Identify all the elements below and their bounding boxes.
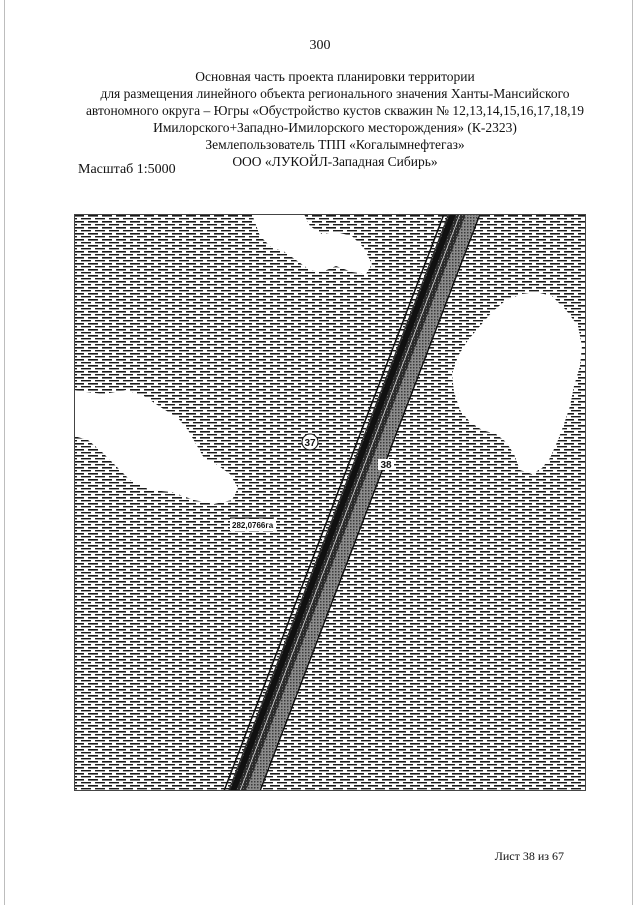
sheet-label: Лист: [494, 849, 520, 863]
sheet-number: 38: [522, 849, 535, 863]
sheet-counter: [495, 849, 564, 864]
parcel-38-label: 38: [380, 460, 392, 471]
title-line-5: Землепользователь ТПП «Когалымнефтегаз»: [205, 137, 465, 152]
title-line-6: ООО «ЛУКОЙЛ-Западная Сибирь»: [232, 154, 438, 169]
title-line-2: для размещения линейного объекта регионального значения Ханты-Мансийского: [100, 86, 570, 101]
title-block: [60, 68, 610, 170]
page-number: 300: [309, 38, 331, 53]
left-scan-edge: [4, 0, 5, 905]
right-scan-edge: [632, 0, 633, 905]
map-frame: [74, 214, 586, 791]
sheet-of: из: [537, 849, 549, 863]
area-label: 282,0766га: [232, 521, 274, 530]
map-canvas: [74, 214, 586, 791]
title-line-4: Имилорского+Западно-Имилорского месторождения» (К-2323): [153, 120, 517, 135]
parcel-37-label: 37: [304, 438, 316, 449]
title-line-3: автономного округа – Югры «Обустройство кустов скважин № 12,13,14,15,16,17,18,19: [85, 103, 585, 118]
title-line-1: Основная часть проекта планировки территории: [195, 69, 475, 84]
scale-label: Масштаб 1:5000: [78, 162, 176, 177]
sheet-total: 67: [552, 849, 564, 863]
